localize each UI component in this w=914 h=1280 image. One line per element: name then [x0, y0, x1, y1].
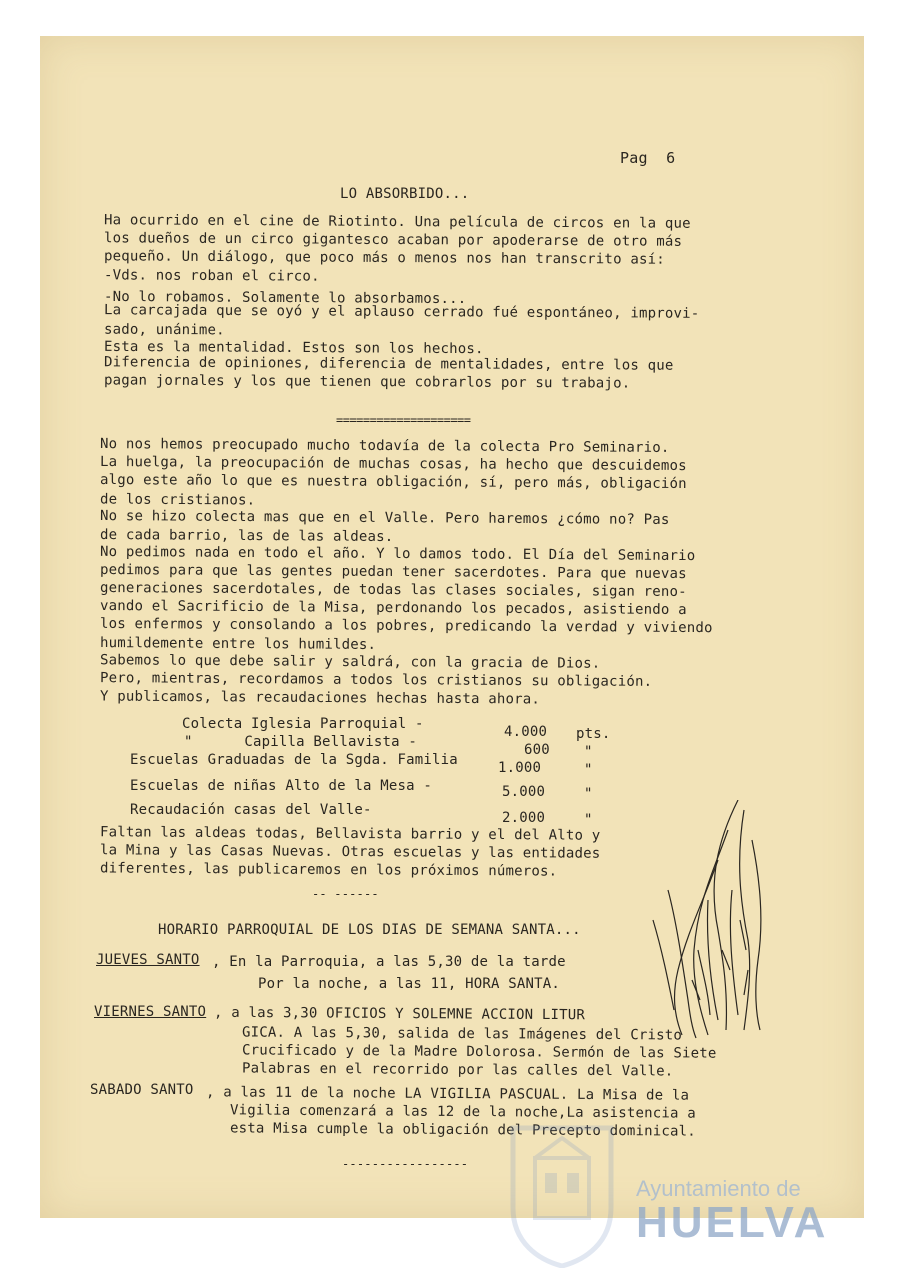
- collection-label: Colecta Iglesia Parroquial -: [182, 716, 424, 732]
- collection-label: Escuelas Graduadas de la Sgda. Familia: [130, 752, 458, 768]
- collection-unit: ": [584, 744, 593, 760]
- schedule-line: , a las 3,30 OFICIOS Y SOLEMNE ACCION LITUR: [213, 1004, 586, 1024]
- collection-amount: 1.000: [498, 760, 542, 776]
- text-line: de cada barrio, las de las aldeas.: [99, 526, 394, 546]
- text-line: pagan jornales y los que tienen que cobrarlos por su trabajo.: [103, 372, 631, 392]
- text-line: No se hizo colecta mas que en el Valle. Pero haremos ¿cómo no? Pas: [99, 508, 670, 528]
- text-line: de los cristianos.: [99, 491, 256, 509]
- text-line: Faltan las aldeas todas, Bellavista barrio y el del Alto y: [99, 824, 601, 844]
- palm-drawing-illustration: [648, 800, 768, 1040]
- collection-unit: pts.: [576, 726, 611, 742]
- collection-unit: ": [584, 812, 593, 828]
- text-line: la Mina y las Casas Nuevas. Otras escuelas y las entidades: [99, 842, 601, 862]
- text-line: los enfermos y consolando a los pobres, predicando la verdad y viviendo: [99, 615, 713, 637]
- text-line: pequeño. Un diálogo, que poco más o menos nos han transcrito así:: [103, 248, 665, 268]
- day-label-jueves: JUEVES SANTO: [96, 952, 200, 968]
- separator: -----------------: [342, 1157, 469, 1171]
- collection-unit: ": [584, 786, 593, 802]
- text-line: Ha ocurrido en el cine de Riotinto. Una película de circos en la que: [103, 212, 691, 232]
- text-line: sado, unánime.: [103, 321, 225, 339]
- collection-amount: 4.000: [504, 724, 548, 740]
- crest-watermark-icon: [505, 1118, 619, 1268]
- text-line: Sabemos lo que debe salir y saldrá, con la gracia de Dios.: [99, 652, 601, 672]
- schedule-line: Palabras en el recorrido por las calles del Valle.: [241, 1060, 674, 1080]
- watermark-text: Ayuntamiento de: [636, 1176, 801, 1201]
- day-label-viernes: VIERNES SANTO: [94, 1004, 207, 1020]
- page-number: Pag 6: [620, 149, 676, 167]
- text-line: humildemente entre los humildes.: [99, 635, 377, 653]
- collection-amount: 2.000: [502, 810, 546, 826]
- text-line: Diferencia de opiniones, diferencia de mentalidades, entre los que: [103, 354, 674, 374]
- schedule-line: , a las 11 de la noche LA VIGILIA PASCUAL. La Misa de la: [205, 1084, 690, 1104]
- text-line: generaciones sacerdotales, de todas las clases sociales, sigan reno-: [99, 579, 687, 601]
- text-line: -No lo robamos. Solamente lo absorbamos...: [103, 288, 467, 308]
- schedule-line: esta Misa cumple la obligación del Precepto dominical.: [229, 1120, 697, 1140]
- text-line: -Vds. nos roban el circo.: [103, 267, 320, 285]
- schedule-line: Vigilia comenzará a las 12 de la noche,La asistencia a: [229, 1102, 697, 1122]
- separator: -- ------: [312, 887, 379, 901]
- schedule-line: GICA. A las 5,30, salida de las Imágenes del Cristo: [241, 1024, 683, 1044]
- text-line: vando el Sacrificio de la Misa, perdonando los pecados, asistiendo a: [99, 597, 687, 619]
- watermark-text-huelva: HUELVA: [636, 1198, 829, 1247]
- text-line: Y publicamos, las recaudaciones hechas hasta ahora.: [99, 688, 541, 708]
- separator: ====================: [336, 413, 471, 427]
- text-line: diferentes, las publicaremos en los próximos números.: [99, 860, 558, 880]
- text-line: No pedimos nada en todo el año. Y lo damos todo. El Día del Seminario: [99, 543, 696, 565]
- collection-label: Recaudación casas del Valle-: [130, 802, 372, 818]
- schedule-line: Por la noche, a las 11, HORA SANTA.: [258, 976, 561, 992]
- schedule-line: , En la Parroquia, a las 5,30 de la tarde: [212, 954, 566, 970]
- text-line: algo este año lo que es nuestra obligación, sí, pero más, obligación: [99, 471, 687, 493]
- schedule-line: Crucificado y de la Madre Dolorosa. Sermón de las Siete: [241, 1042, 717, 1062]
- section-title-absorbido: LO ABSORBIDO...: [340, 186, 470, 202]
- text-line: Esta es la mentalidad. Estos son los hechos.: [103, 338, 484, 358]
- day-label-sabado: SABADO SANTO: [90, 1082, 194, 1098]
- text-line: los dueños de un circo gigantesco acaban por apoderarse de otro más: [103, 230, 683, 250]
- section-title-horario: HORARIO PARROQUIAL DE LOS DIAS DE SEMANA SANTA...: [158, 922, 581, 938]
- collection-amount: 5.000: [502, 784, 546, 800]
- text-line: La carcajada que se oyó y el aplauso cerrado fué espontáneo, improvi-: [103, 302, 700, 322]
- text-line: Pero, mientras, recordamos a todos los cristianos su obligación.: [99, 670, 653, 690]
- collection-unit: ": [584, 762, 593, 778]
- collection-label: Escuelas de niñas Alto de la Mesa -: [130, 778, 433, 794]
- text-line: pedimos para que las gentes puedan tener sacerdotes. Para que nuevas: [99, 561, 687, 583]
- text-line: No nos hemos preocupado mucho todavía de la colecta Pro Seminario.: [99, 436, 670, 456]
- collection-label: " Capilla Bellavista -: [184, 734, 417, 750]
- text-line: La huelga, la preocupación de muchas cosas, ha hecho que descuidemos: [99, 453, 687, 475]
- collection-amount: 600: [524, 742, 550, 758]
